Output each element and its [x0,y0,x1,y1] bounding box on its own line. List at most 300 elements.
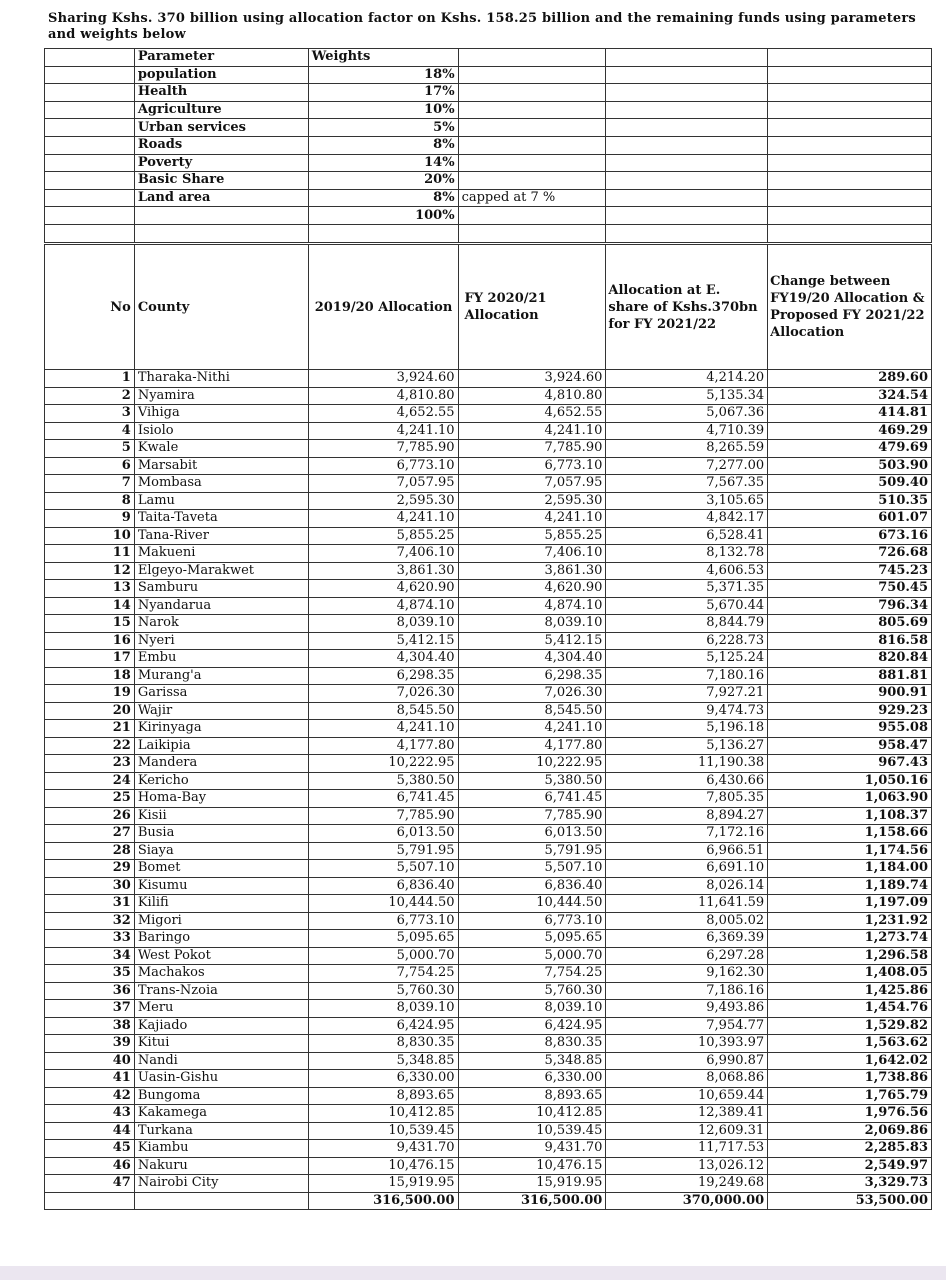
alloc-2019: 6,773.10 [308,912,458,930]
alloc-2019: 7,057.95 [308,475,458,493]
county-name: Lamu [134,492,308,510]
weights-header: Weights [308,49,458,67]
cell [768,66,932,84]
alloc-new: 7,927.21 [606,685,768,703]
alloc-2020: 8,893.65 [458,1087,606,1105]
alloc-2019: 4,241.10 [308,720,458,738]
change-value: 1,976.56 [768,1105,932,1123]
row-number: 9 [45,510,135,528]
change-value: 805.69 [768,615,932,633]
alloc-new: 6,528.41 [606,527,768,545]
table-row [45,790,932,808]
parameter-name: Roads [134,136,308,154]
alloc-new: 6,691.10 [606,860,768,878]
county-name: Kisii [134,807,308,825]
change-value: 289.60 [768,370,932,388]
cell [45,101,135,119]
county-name: Nandi [134,1052,308,1070]
alloc-2020: 3,924.60 [458,370,606,388]
alloc-new: 8,005.02 [606,912,768,930]
county-name: Nakuru [134,1157,308,1175]
alloc-2019: 4,304.40 [308,650,458,668]
table-row [45,1017,932,1035]
alloc-2020: 10,476.15 [458,1157,606,1175]
alloc-new: 4,214.20 [606,370,768,388]
change-value: 1,563.62 [768,1035,932,1053]
change-value: 1,454.76 [768,1000,932,1018]
alloc-new: 4,710.39 [606,422,768,440]
row-number: 41 [45,1070,135,1088]
total-change-value: 53,500.00 [768,1192,932,1210]
alloc-2019: 8,039.10 [308,1000,458,1018]
alloc-2020: 7,057.95 [458,475,606,493]
county-name: Kajiado [134,1017,308,1035]
row-number: 45 [45,1140,135,1158]
alloc-2019: 8,545.50 [308,702,458,720]
alloc-2019: 5,507.10 [308,860,458,878]
table-row [45,860,932,878]
alloc-2019: 10,539.45 [308,1122,458,1140]
alloc-2019: 5,760.30 [308,982,458,1000]
county-name: Murang'a [134,667,308,685]
county-name: Samburu [134,580,308,598]
cell [768,101,932,119]
change-value: 1,050.16 [768,772,932,790]
parameter-note [458,207,606,225]
alloc-new: 8,844.79 [606,615,768,633]
alloc-2019: 8,830.35 [308,1035,458,1053]
parameter-name: Health [134,84,308,102]
alloc-2020: 6,298.35 [458,667,606,685]
cell [768,154,932,172]
alloc-2020: 5,412.15 [458,632,606,650]
change-value: 1,296.58 [768,947,932,965]
row-number: 3 [45,405,135,423]
county-header: County [134,245,308,370]
alloc-2020: 5,855.25 [458,527,606,545]
parameter-row [45,136,932,154]
parameter-weight: 10% [308,101,458,119]
sheet-title: Sharing Kshs. 370 billion using allocation factor on Kshs. 158.25 billion and the remaining funds using parameters and weights below [48,11,916,42]
table-row [45,965,932,983]
county-name: Bomet [134,860,308,878]
change-value: 881.81 [768,667,932,685]
alloc-2020: 2,595.30 [458,492,606,510]
alloc-2020: 6,773.10 [458,457,606,475]
allocation-body [45,245,932,1210]
parameter-note [458,84,606,102]
parameter-note [458,154,606,172]
cell [606,207,768,225]
row-number: 44 [45,1122,135,1140]
allocation-header-row [45,245,932,370]
cell [606,66,768,84]
alloc-2019-header: 2019/20 Allocation [308,245,458,370]
change-value: 1,158.66 [768,825,932,843]
cell [768,224,932,242]
change-value: 3,329.73 [768,1175,932,1193]
row-number: 46 [45,1157,135,1175]
county-name: Meru [134,1000,308,1018]
cell [606,101,768,119]
alloc-new: 7,277.00 [606,457,768,475]
alloc-2020: 6,330.00 [458,1070,606,1088]
county-name: Bungoma [134,1087,308,1105]
parameter-name: Basic Share [134,172,308,190]
alloc-2019: 15,919.95 [308,1175,458,1193]
county-name: Embu [134,650,308,668]
alloc-2019: 3,861.30 [308,562,458,580]
row-number: 42 [45,1087,135,1105]
alloc-new: 10,659.44 [606,1087,768,1105]
table-row [45,1140,932,1158]
alloc-2020: 5,791.95 [458,842,606,860]
row-number: 23 [45,755,135,773]
alloc-new: 6,297.28 [606,947,768,965]
county-name: Laikipia [134,737,308,755]
county-name: Mombasa [134,475,308,493]
alloc-2020: 10,222.95 [458,755,606,773]
table-row [45,1052,932,1070]
alloc-new: 7,180.16 [606,667,768,685]
alloc-2019: 4,874.10 [308,597,458,615]
county-name: Kirinyaga [134,720,308,738]
parameter-row [45,189,932,207]
change-value: 510.35 [768,492,932,510]
parameters-header-row [45,49,932,67]
county-name: Kilifi [134,895,308,913]
cell [768,189,932,207]
alloc-2019: 7,406.10 [308,545,458,563]
alloc-2020: 4,241.10 [458,510,606,528]
change-value: 1,184.00 [768,860,932,878]
alloc-new: 4,606.53 [606,562,768,580]
cell [768,84,932,102]
row-number: 47 [45,1175,135,1193]
change-value: 1,529.82 [768,1017,932,1035]
parameter-note: capped at 7 % [458,189,606,207]
spacer-row [45,224,932,242]
alloc-2020: 4,620.90 [458,580,606,598]
table-row [45,527,932,545]
alloc-new: 6,228.73 [606,632,768,650]
county-name: Machakos [134,965,308,983]
alloc-2019: 5,380.50 [308,772,458,790]
alloc-new: 7,805.35 [606,790,768,808]
parameter-name [134,207,308,225]
alloc-2020: 4,241.10 [458,422,606,440]
row-number: 13 [45,580,135,598]
change-value: 955.08 [768,720,932,738]
county-name: Garissa [134,685,308,703]
row-number: 5 [45,440,135,458]
alloc-2020: 8,039.10 [458,615,606,633]
total-county-name [134,1192,308,1210]
county-name: Marsabit [134,457,308,475]
county-name: Taita-Taveta [134,510,308,528]
change-value: 601.07 [768,510,932,528]
alloc-new: 11,190.38 [606,755,768,773]
alloc-2019: 10,444.50 [308,895,458,913]
county-name: Kakamega [134,1105,308,1123]
alloc-2020: 8,039.10 [458,1000,606,1018]
alloc-2020: 6,741.45 [458,790,606,808]
spreadsheet-sheet [44,8,932,1208]
table-row [45,772,932,790]
alloc-new: 19,249.68 [606,1175,768,1193]
cell [134,224,308,242]
row-number: 31 [45,895,135,913]
alloc-new: 8,894.27 [606,807,768,825]
alloc-2020-header: FY 2020/21 Allocation [458,245,606,370]
cell [45,49,135,67]
alloc-2019: 3,924.60 [308,370,458,388]
row-number: 38 [45,1017,135,1035]
total-row-number [45,1192,135,1210]
alloc-new: 7,172.16 [606,825,768,843]
county-name: Homa-Bay [134,790,308,808]
alloc-2020: 4,874.10 [458,597,606,615]
alloc-new: 5,136.27 [606,737,768,755]
table-row [45,667,932,685]
alloc-new: 6,430.66 [606,772,768,790]
alloc-2019: 4,177.80 [308,737,458,755]
table-row [45,632,932,650]
alloc-2020: 4,652.55 [458,405,606,423]
county-name: Makueni [134,545,308,563]
cell [606,136,768,154]
cell [606,119,768,137]
alloc-new: 5,067.36 [606,405,768,423]
row-number: 12 [45,562,135,580]
alloc-2020: 15,919.95 [458,1175,606,1193]
alloc-new: 5,125.24 [606,650,768,668]
change-value: 1,408.05 [768,965,932,983]
alloc-new-header: Allocation at E. share of Kshs.370bn for FY 2021/22 [606,245,768,370]
parameters-table [44,48,932,243]
county-name: Nyamira [134,387,308,405]
alloc-2019: 4,620.90 [308,580,458,598]
table-row [45,755,932,773]
row-number: 21 [45,720,135,738]
alloc-2020: 10,444.50 [458,895,606,913]
table-row [45,580,932,598]
change-value: 324.54 [768,387,932,405]
parameter-weight: 8% [308,189,458,207]
parameter-weight: 20% [308,172,458,190]
total-alloc-new: 370,000.00 [606,1192,768,1210]
alloc-new: 11,717.53 [606,1140,768,1158]
row-number: 22 [45,737,135,755]
alloc-new: 12,609.31 [606,1122,768,1140]
parameter-row [45,66,932,84]
change-value: 479.69 [768,440,932,458]
row-number: 24 [45,772,135,790]
row-number: 18 [45,667,135,685]
change-value: 1,174.56 [768,842,932,860]
row-number: 28 [45,842,135,860]
parameter-weight: 17% [308,84,458,102]
cell [45,119,135,137]
change-value: 726.68 [768,545,932,563]
change-value: 820.84 [768,650,932,668]
parameter-weight: 100% [308,207,458,225]
cell [45,84,135,102]
change-value: 745.23 [768,562,932,580]
change-header: Change between FY19/20 Allocation & Proposed FY 2021/22 Allocation [768,245,932,370]
alloc-2020: 5,380.50 [458,772,606,790]
change-value: 509.40 [768,475,932,493]
change-value: 1,197.09 [768,895,932,913]
county-name: Kisumu [134,877,308,895]
alloc-2019: 5,348.85 [308,1052,458,1070]
cell [606,49,768,67]
alloc-2019: 6,773.10 [308,457,458,475]
county-name: Tharaka-Nithi [134,370,308,388]
row-number: 16 [45,632,135,650]
row-number: 43 [45,1105,135,1123]
row-number: 40 [45,1052,135,1070]
county-name: Trans-Nzoia [134,982,308,1000]
alloc-2019: 5,000.70 [308,947,458,965]
change-value: 414.81 [768,405,932,423]
change-value: 673.16 [768,527,932,545]
alloc-2019: 5,095.65 [308,930,458,948]
parameter-name: Agriculture [134,101,308,119]
alloc-2020: 4,241.10 [458,720,606,738]
county-name: Elgeyo-Marakwet [134,562,308,580]
parameter-weight: 5% [308,119,458,137]
alloc-2019: 6,741.45 [308,790,458,808]
alloc-2020: 5,348.85 [458,1052,606,1070]
change-value: 1,425.86 [768,982,932,1000]
cell [606,154,768,172]
alloc-2020: 10,412.85 [458,1105,606,1123]
alloc-new: 11,641.59 [606,895,768,913]
parameter-name: Poverty [134,154,308,172]
alloc-2019: 4,241.10 [308,422,458,440]
change-value: 796.34 [768,597,932,615]
alloc-2020: 5,000.70 [458,947,606,965]
row-number: 37 [45,1000,135,1018]
county-name: Turkana [134,1122,308,1140]
cell [606,189,768,207]
row-number: 6 [45,457,135,475]
alloc-2020: 4,304.40 [458,650,606,668]
cell [768,207,932,225]
table-row [45,737,932,755]
table-row [45,1157,932,1175]
row-number: 8 [45,492,135,510]
alloc-2020: 5,507.10 [458,860,606,878]
change-value: 900.91 [768,685,932,703]
row-number: 10 [45,527,135,545]
parameter-weight: 8% [308,136,458,154]
county-name: Kericho [134,772,308,790]
table-row [45,387,932,405]
table-row [45,1087,932,1105]
alloc-2019: 6,836.40 [308,877,458,895]
no-header: No [45,245,135,370]
alloc-2019: 10,476.15 [308,1157,458,1175]
alloc-new: 6,990.87 [606,1052,768,1070]
row-number: 32 [45,912,135,930]
table-row [45,702,932,720]
parameter-row [45,84,932,102]
county-name: West Pokot [134,947,308,965]
parameter-weight: 18% [308,66,458,84]
alloc-2019: 7,026.30 [308,685,458,703]
alloc-2020: 7,754.25 [458,965,606,983]
cell [768,119,932,137]
alloc-new: 8,068.86 [606,1070,768,1088]
row-number: 17 [45,650,135,668]
row-number: 27 [45,825,135,843]
alloc-new: 10,393.97 [606,1035,768,1053]
alloc-new: 8,132.78 [606,545,768,563]
table-row [45,1105,932,1123]
change-value: 503.90 [768,457,932,475]
table-row [45,1000,932,1018]
cell [768,49,932,67]
alloc-new: 8,265.59 [606,440,768,458]
parameter-name: Urban services [134,119,308,137]
change-value: 2,069.86 [768,1122,932,1140]
table-row [45,615,932,633]
county-name: Nyandarua [134,597,308,615]
alloc-2020: 5,095.65 [458,930,606,948]
alloc-2020: 7,026.30 [458,685,606,703]
row-number: 4 [45,422,135,440]
cell [768,136,932,154]
alloc-new: 7,954.77 [606,1017,768,1035]
row-number: 29 [45,860,135,878]
row-number: 26 [45,807,135,825]
county-name: Kwale [134,440,308,458]
alloc-2020: 6,773.10 [458,912,606,930]
row-number: 34 [45,947,135,965]
alloc-2019: 8,039.10 [308,615,458,633]
table-row [45,457,932,475]
cell [45,66,135,84]
row-number: 11 [45,545,135,563]
row-number: 20 [45,702,135,720]
alloc-new: 4,842.17 [606,510,768,528]
alloc-new: 5,670.44 [606,597,768,615]
alloc-new: 9,493.86 [606,1000,768,1018]
alloc-2020: 7,406.10 [458,545,606,563]
alloc-2020: 6,424.95 [458,1017,606,1035]
table-row [45,440,932,458]
parameters-body [45,49,932,243]
table-row [45,720,932,738]
parameter-row [45,207,932,225]
table-row [45,405,932,423]
change-value: 469.29 [768,422,932,440]
county-name: Busia [134,825,308,843]
table-row [45,475,932,493]
alloc-2020: 7,785.90 [458,440,606,458]
alloc-new: 9,162.30 [606,965,768,983]
county-name: Migori [134,912,308,930]
county-name: Isiolo [134,422,308,440]
alloc-2019: 7,785.90 [308,807,458,825]
totals-row [45,1192,932,1210]
row-number: 35 [45,965,135,983]
parameter-header: Parameter [134,49,308,67]
table-row [45,422,932,440]
alloc-new: 6,966.51 [606,842,768,860]
